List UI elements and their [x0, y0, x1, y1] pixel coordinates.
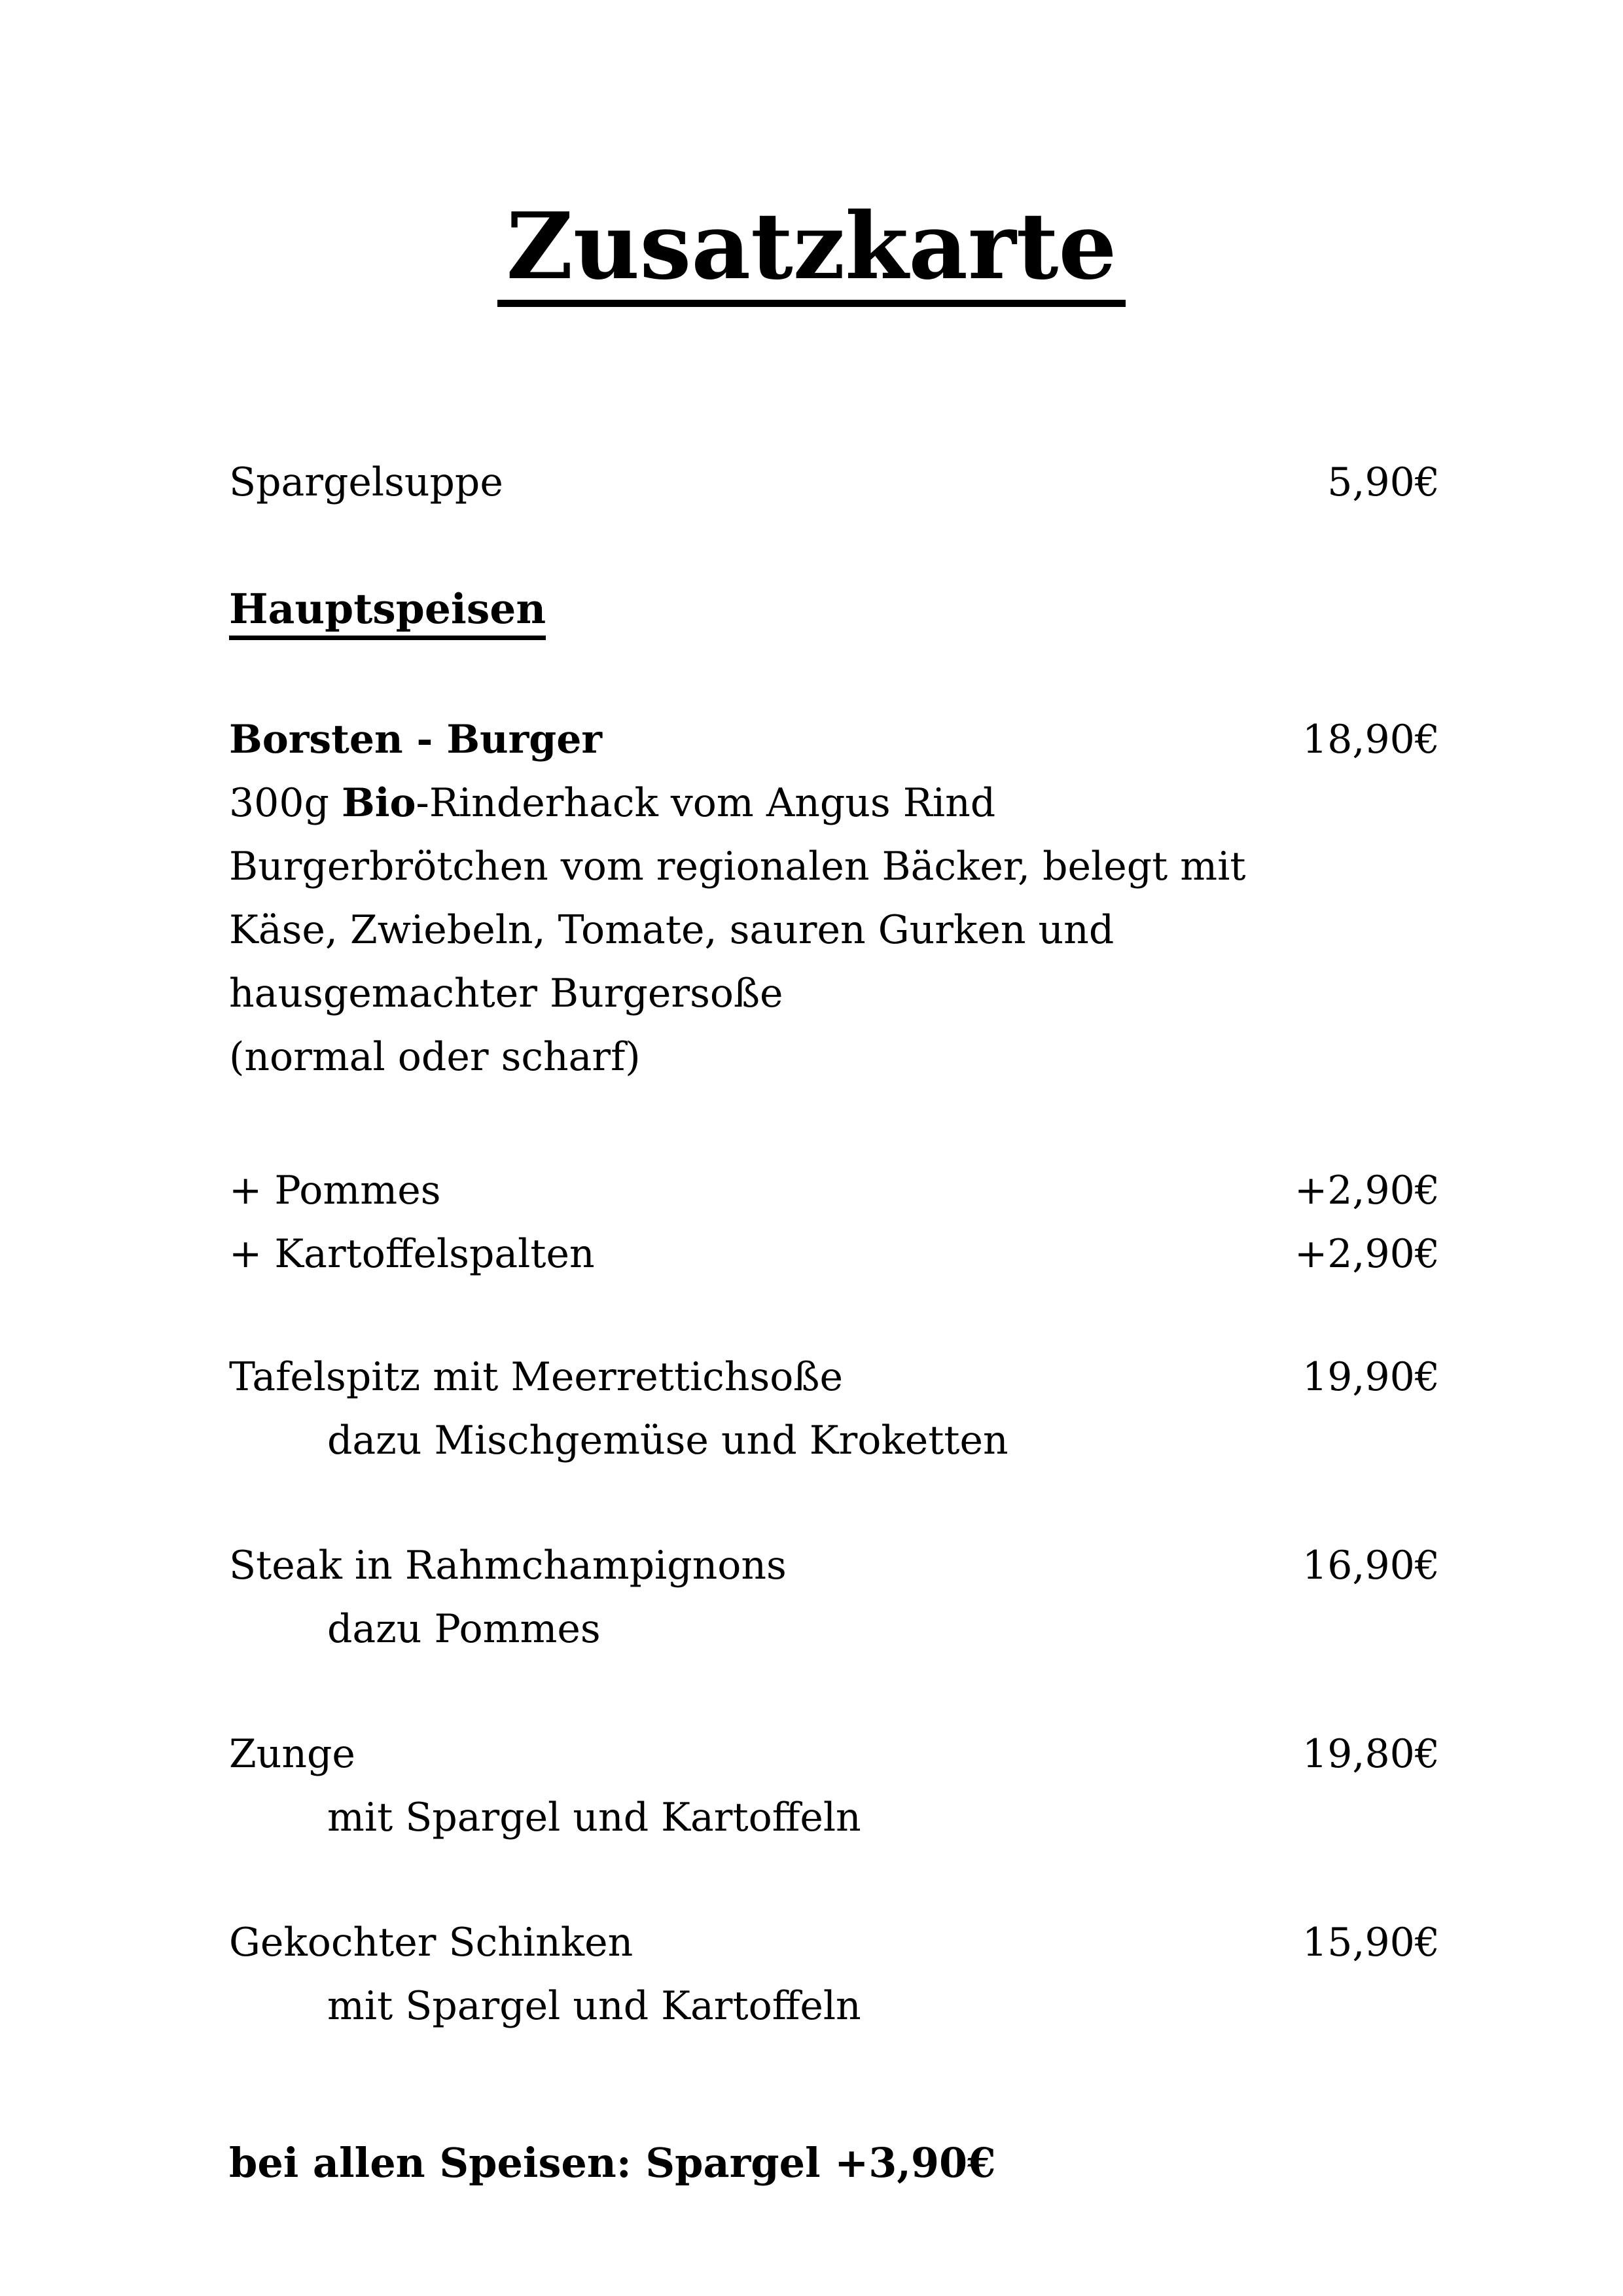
description-text-prefix: 300g	[229, 780, 342, 826]
item-price: 19,90€	[1302, 1354, 1440, 1400]
item-price: 19,80€	[1302, 1731, 1440, 1777]
description-text-bold: Bio	[342, 780, 416, 826]
footer-note: bei allen Speisen: Spargel +3,90€	[229, 2139, 996, 2187]
item-description-line: Käse, Zwiebeln, Tomate, sauren Gurken und	[229, 907, 1115, 953]
item-description-line: (normal oder scharf)	[229, 1034, 641, 1080]
menu-title: Zusatzkarte	[497, 196, 1126, 307]
item-price: 5,90€	[1327, 459, 1440, 505]
item-description-line	[229, 779, 995, 827]
item-name: Borsten - Burger	[229, 717, 602, 762]
menu-item-row-zunge	[229, 1730, 1440, 1778]
menu-title-wrap	[0, 193, 1623, 307]
item-name: Zunge	[229, 1731, 355, 1777]
item-description-line: Burgerbrötchen vom regionalen Bäcker, belegt mit	[229, 844, 1246, 889]
section-heading-hauptspeisen	[229, 584, 546, 640]
menu-item-row-spargelsuppe	[229, 458, 1440, 507]
menu-item-row-tafelspitz	[229, 1353, 1440, 1401]
item-side-line: mit Spargel und Kartoffeln	[327, 1795, 861, 1840]
item-side-line: dazu Pommes	[327, 1606, 601, 1652]
item-price: 18,90€	[1302, 717, 1440, 762]
item-price: 16,90€	[1302, 1543, 1440, 1588]
item-side-line: mit Spargel und Kartoffeln	[327, 1983, 861, 2029]
item-name: + Pommes	[229, 1168, 441, 1213]
item-name: + Kartoffelspalten	[229, 1231, 595, 1277]
section-heading-text: Hauptspeisen	[229, 584, 546, 640]
item-price: +2,90€	[1294, 1168, 1440, 1213]
menu-item-row-steak	[229, 1541, 1440, 1590]
item-name: Tafelspitz mit Meerrettichsoße	[229, 1354, 843, 1400]
item-name: Gekochter Schinken	[229, 1920, 633, 1965]
description-text-suffix: -Rinderhack vom Angus Rind	[416, 780, 996, 826]
menu-item-row-burger	[229, 715, 1440, 764]
menu-item-row-schinken	[229, 1918, 1440, 1967]
item-name: Steak in Rahmchampignons	[229, 1543, 787, 1588]
menu-item-row-pommes	[229, 1166, 1440, 1215]
item-description-line: hausgemachter Burgersoße	[229, 971, 783, 1016]
item-name: Spargelsuppe	[229, 459, 503, 505]
item-price: +2,90€	[1294, 1231, 1440, 1277]
item-side-line: dazu Mischgemüse und Kroketten	[327, 1418, 1008, 1463]
menu-item-row-kartoffelspalten	[229, 1230, 1440, 1278]
item-price: 15,90€	[1302, 1920, 1440, 1965]
